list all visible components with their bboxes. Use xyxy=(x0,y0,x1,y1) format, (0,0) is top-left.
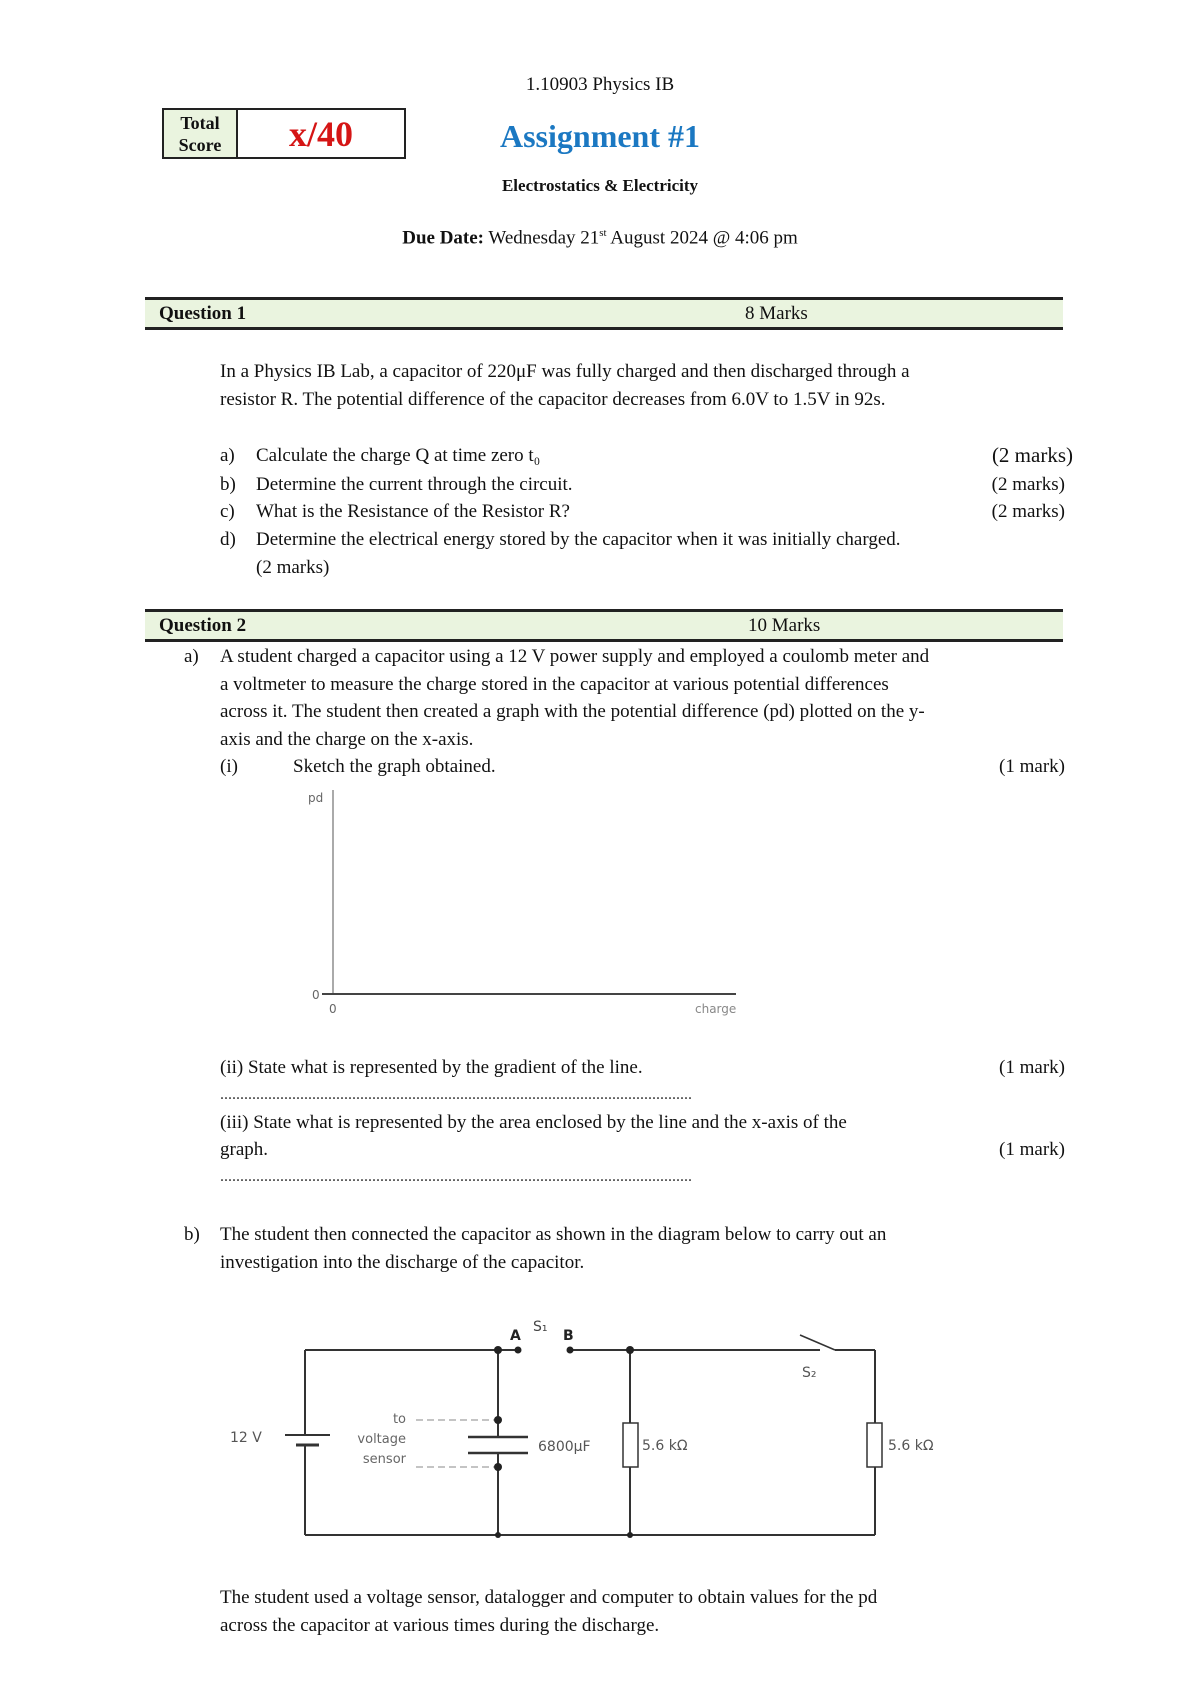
label-sensor-2: voltage xyxy=(357,1432,406,1447)
q2-a-iii xyxy=(220,1112,1065,1168)
label-sensor-3: sensor xyxy=(362,1452,406,1467)
label-resistor-1: 5.6 kΩ xyxy=(642,1438,688,1454)
q2-a-text xyxy=(220,643,1070,753)
junction-bottom-left xyxy=(495,1532,501,1538)
q2-a-iii-text-1: (iii) State what is represented by the area enclosed by the line and the x-axis of the xyxy=(220,1112,847,1133)
total-score-value: x/40 xyxy=(288,114,353,154)
question-1-intro xyxy=(220,358,1060,413)
question-2-header xyxy=(145,609,1063,642)
q1-intro-line-2: resistor R. The potential difference of the capacitor decreases from 6.0V to 1.5V in 92s. xyxy=(220,388,886,410)
q1-item-a-text: Calculate the charge Q at time zero t₀ xyxy=(256,445,541,466)
q2-a-ii-answer-line[interactable]: ...................................................................................................................... xyxy=(220,1086,692,1103)
contact-a-dot xyxy=(515,1347,522,1354)
q1-item-a-label: a) xyxy=(220,445,235,466)
course-code: 1.10903 Physics IB xyxy=(525,74,675,95)
score-label-line-2: Score xyxy=(178,135,222,155)
q2-b-line-2: investigation into the discharge of the capacitor. xyxy=(220,1251,585,1273)
due-date-label: Due Date: xyxy=(402,227,484,249)
q2-a-i-label: (i) xyxy=(220,756,238,777)
q1-item-c xyxy=(220,501,1065,529)
label-s2: S₂ xyxy=(802,1365,817,1381)
q2-a-line-4: axis and the charge on the x-axis. xyxy=(220,728,474,750)
q2-closing-line-1: The student used a voltage sensor, datalogger and computer to obtain values for the pd xyxy=(220,1587,878,1608)
switch-s2-blade xyxy=(800,1335,835,1350)
question-1-header xyxy=(145,297,1063,330)
junction-top-middle xyxy=(626,1346,634,1354)
q2-b-closing xyxy=(220,1584,1070,1639)
q2-a-i-text: Sketch the graph obtained. xyxy=(293,756,496,777)
q2-b-text xyxy=(220,1221,1070,1276)
resistor-2 xyxy=(867,1423,882,1467)
graph-y-label: pd xyxy=(308,791,324,805)
q2-a-iii-marks: (1 mark) xyxy=(999,1139,1065,1160)
question-1-title: Question 1 xyxy=(159,303,247,324)
q1-item-a xyxy=(220,443,1073,473)
due-date-sup: st xyxy=(599,227,607,239)
q1-item-c-text: What is the Resistance of the Resistor R? xyxy=(256,501,570,522)
junction-sensor-top xyxy=(494,1416,502,1424)
label-sensor-1: to xyxy=(392,1412,406,1427)
q1-item-d-label: d) xyxy=(220,529,236,550)
q1-item-d-marks: (2 marks) xyxy=(256,557,330,578)
label-supply: 12 V xyxy=(230,1430,262,1446)
label-b: B xyxy=(563,1328,574,1344)
resistor-1 xyxy=(623,1423,638,1467)
due-date-post: August 2024 @ 4:06 pm xyxy=(606,227,798,249)
q1-item-a-marks: (2 marks) xyxy=(991,443,1073,467)
junction-bottom-middle xyxy=(627,1532,633,1538)
q1-item-c-marks: (2 marks) xyxy=(991,501,1065,522)
q2-b-label: b) xyxy=(184,1224,200,1245)
q2-a-i-marks: (1 mark) xyxy=(999,756,1065,777)
q1-intro-line-1: In a Physics IB Lab, a capacitor of 220μF was fully charged and then discharged through a xyxy=(220,361,910,382)
assignment-subtitle: Electrostatics & Electricity xyxy=(501,176,699,195)
switch-s1-gap xyxy=(518,1345,570,1355)
q2-closing-line-2: across the capacitor at various times during the discharge. xyxy=(220,1614,660,1636)
q2-a-iii-text-2: graph. xyxy=(220,1139,269,1160)
assignment-title: Assignment #1 xyxy=(499,118,700,154)
q1-item-c-label: c) xyxy=(220,501,235,522)
label-capacitor: 6800μF xyxy=(538,1439,591,1455)
question-1-marks: 8 Marks xyxy=(745,303,808,324)
contact-b-dot xyxy=(567,1347,574,1354)
junction-top-left xyxy=(494,1346,502,1354)
q1-item-b-text: Determine the current through the circuit. xyxy=(256,474,573,495)
score-label-line-1: Total xyxy=(180,113,220,133)
graph-y-zero: 0 xyxy=(312,988,320,1002)
q1-item-b-label: b) xyxy=(220,474,236,495)
q2-a-line-3: across it. The student then created a graph with the potential difference (pd) plotted on the y- xyxy=(220,701,925,722)
q2-a-iii-answer-line[interactable]: ...................................................................................................................... xyxy=(220,1168,692,1185)
question-2-title: Question 2 xyxy=(159,615,247,636)
q1-item-b-marks: (2 marks) xyxy=(991,474,1065,495)
label-resistor-2: 5.6 kΩ xyxy=(888,1438,934,1454)
circuit-drawing xyxy=(220,1305,980,1550)
q2-a-ii xyxy=(220,1057,1065,1085)
q2-a-label: a) xyxy=(184,646,199,667)
label-s1: S₁ xyxy=(533,1319,548,1335)
q2-a-ii-text: (ii) State what is represented by the gradient of the line. xyxy=(220,1057,643,1078)
q2-b-line-1: The student then connected the capacitor as shown in the diagram below to carry out an xyxy=(220,1224,887,1245)
q1-item-b xyxy=(220,474,1065,502)
blank-pd-charge-graph xyxy=(300,780,750,1020)
q2-a-ii-marks: (1 mark) xyxy=(999,1057,1065,1078)
due-date xyxy=(0,227,1200,249)
graph-x-label: charge xyxy=(695,1002,737,1016)
q1-item-d xyxy=(220,529,1065,585)
label-a: A xyxy=(510,1328,521,1344)
q2-a-line-1: A student charged a capacitor using a 12 V power supply and employed a coulomb meter and xyxy=(220,646,930,667)
graph-x-zero: 0 xyxy=(329,1002,337,1016)
due-date-pre: Wednesday 21 xyxy=(484,227,600,249)
question-2-marks: 10 Marks xyxy=(748,615,821,636)
q1-item-d-text: Determine the electrical energy stored by the capacitor when it was initially charged. xyxy=(256,529,901,550)
q2-a-line-2: a voltmeter to measure the charge stored in the capacitor at various potential differences xyxy=(220,673,889,695)
junction-sensor-bottom xyxy=(494,1463,502,1471)
